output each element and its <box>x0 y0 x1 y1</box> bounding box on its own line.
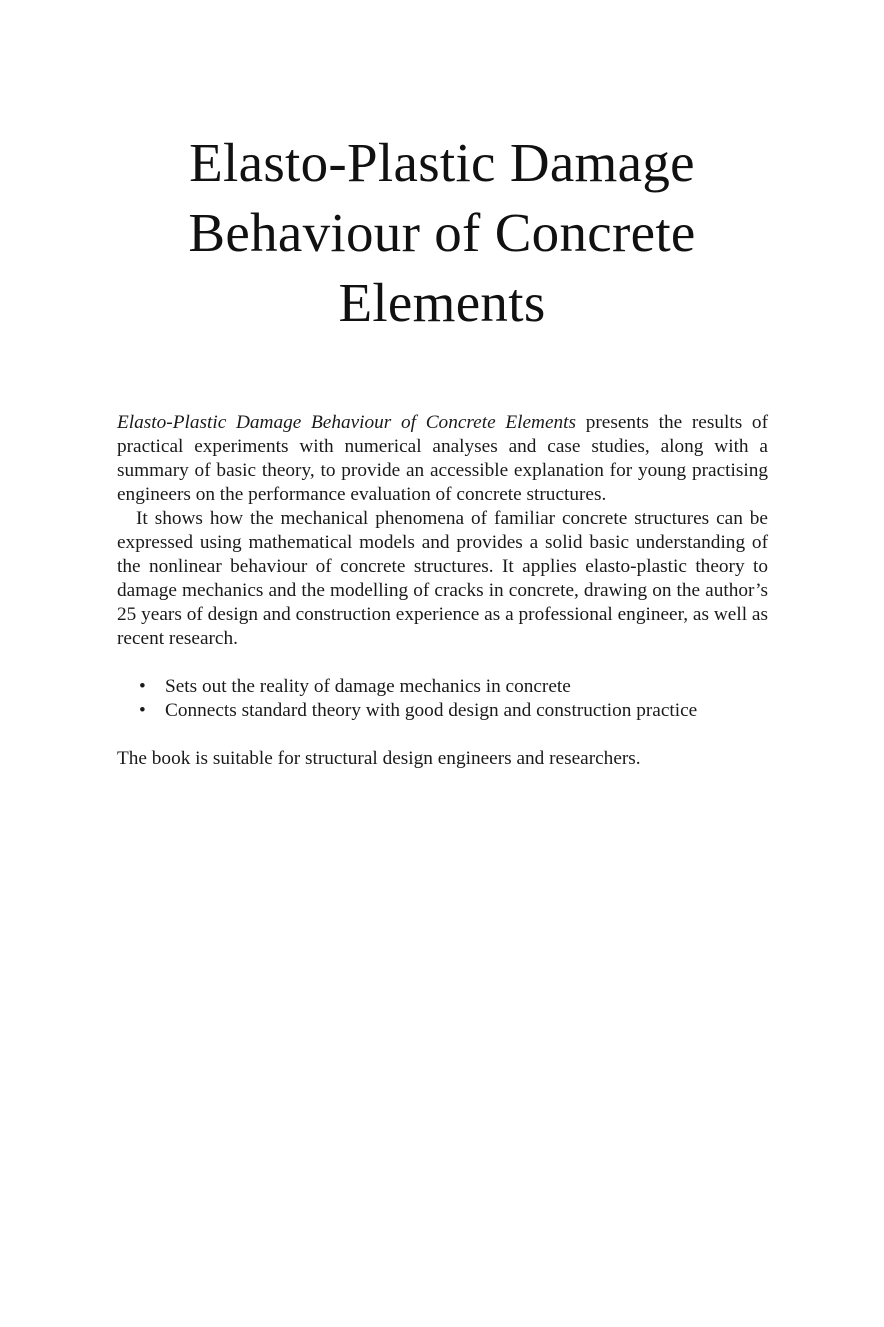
feature-list-item <box>139 675 768 699</box>
feature-list-item-text: Connects standard theory with good design and construction practice <box>165 700 698 721</box>
book-description <box>117 411 768 771</box>
description-paragraph-1 <box>117 411 768 507</box>
feature-list <box>117 675 768 723</box>
closing-statement: The book is suitable for structural design engineers and researchers. <box>117 748 641 769</box>
description-paragraph-1-text: presents the results of practical experiments with numerical analyses and case studies, along with a summary of basic theory, to provide an accessible explanation for young practising engineers on the performance evaluation of concrete structures. <box>117 412 768 505</box>
bullet-icon: • <box>139 676 146 697</box>
italic-book-title: Elasto-Plastic Damage Behaviour of Concrete Elements <box>117 412 577 433</box>
book-title-line-2: Behaviour of Concrete <box>188 202 696 263</box>
book-title <box>80 128 804 338</box>
bullet-icon: • <box>139 700 146 721</box>
feature-list-item <box>139 699 768 723</box>
book-title-line-1: Elasto-Plastic Damage <box>189 132 695 193</box>
book-title-line-3: Elements <box>338 272 546 333</box>
feature-list-item-text: Sets out the reality of damage mechanics in concrete <box>165 676 571 697</box>
description-paragraph-2: It shows how the mechanical phenomena of familiar concrete structures can be expressed using mathematical models and provides a solid basic understanding of the nonlinear behaviour of concrete structures. It applies elasto-plastic theory to damage mechanics and the modelling of cracks in concrete, drawing on the author’s 25 years of design and construction experience as a professional engineer, as well as recent research. <box>117 508 768 649</box>
